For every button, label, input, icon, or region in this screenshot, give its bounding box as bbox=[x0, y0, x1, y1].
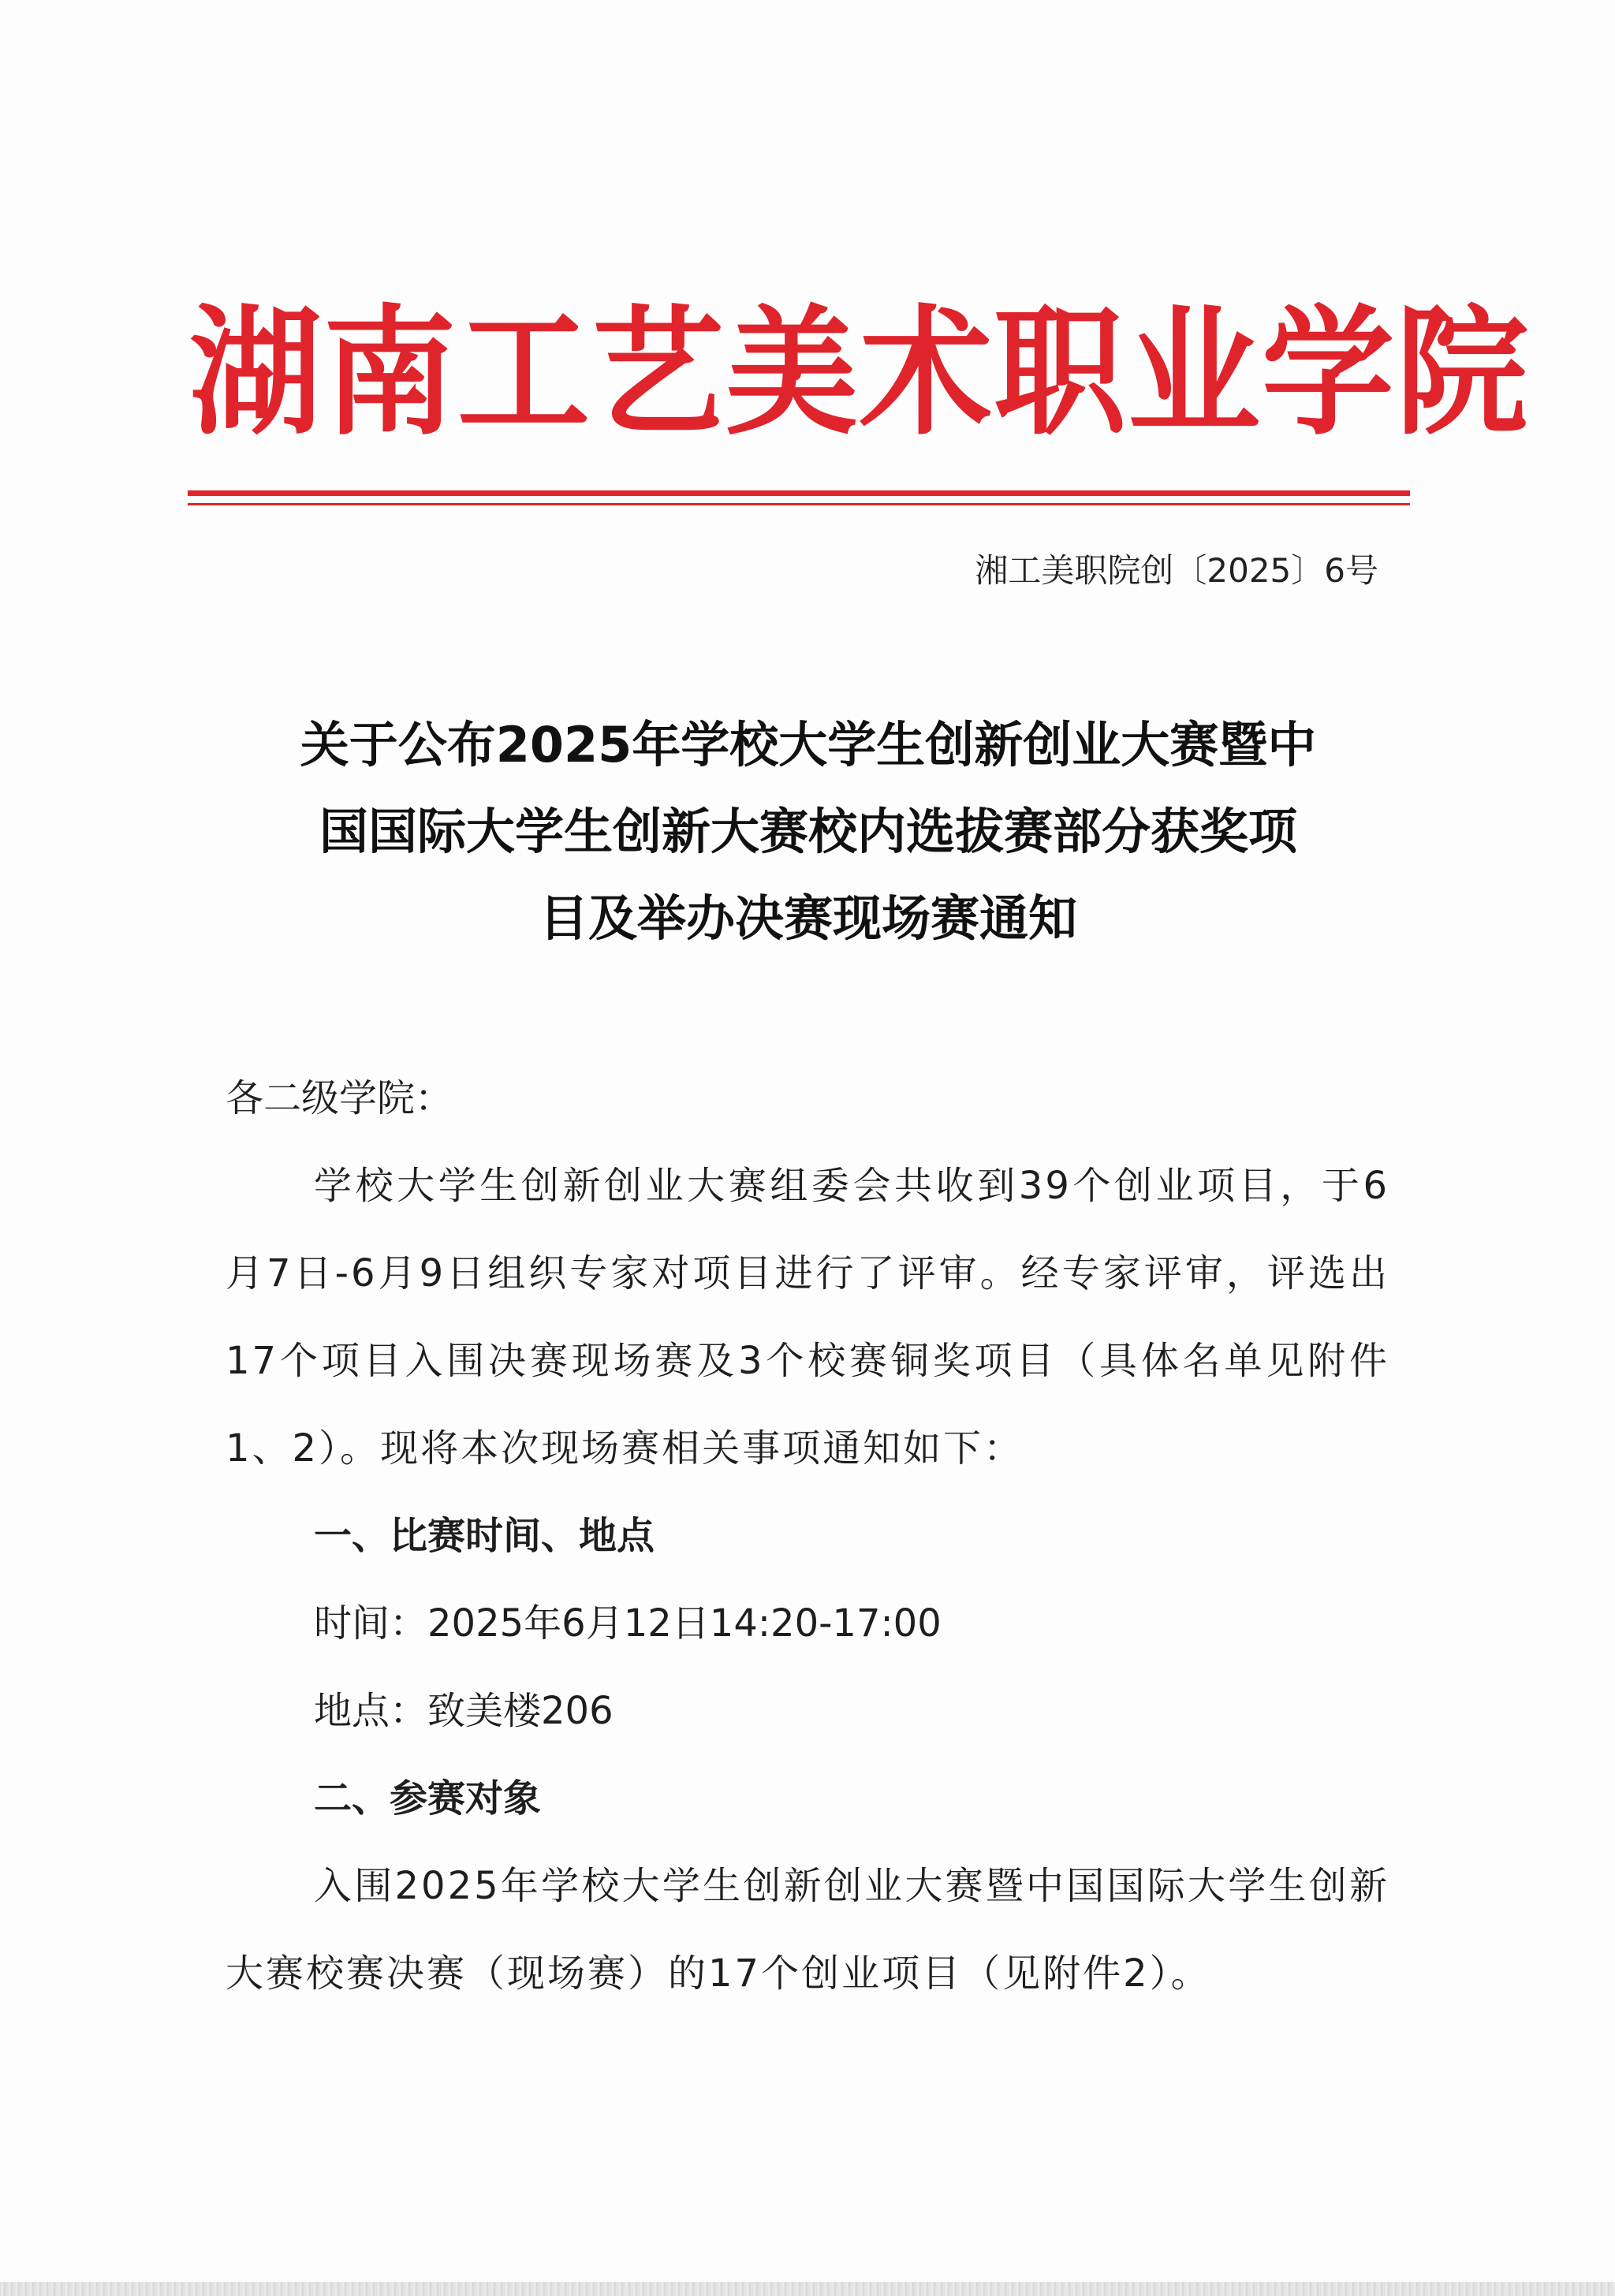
section-heading-participants: 二、参赛对象 bbox=[314, 1776, 542, 1821]
participants-paragraph: 入围2025年学校大学生创新创业大赛暨中国国际大学生创新大赛校赛决赛（现场赛）的17个创业项目（见附件2）。 bbox=[226, 1864, 1389, 1996]
document-number: 湘工美职院创〔2025〕6号 bbox=[975, 551, 1378, 590]
title-line: 国国际大学生创新大赛校内选拔赛部分获奖项 bbox=[319, 803, 1297, 860]
institution-masthead: 湖南工艺美术职业学院 bbox=[189, 290, 1530, 454]
masthead-red-rule-thin bbox=[188, 503, 1410, 505]
competition-time: 时间：2025年6月12日14:20-17:00 bbox=[314, 1601, 942, 1646]
intro-paragraph: 学校大学生创新创业大赛组委会共收到39个创业项目，于6月7日-6月9日组织专家对项目进行了评审。经专家评审，评选出17个项目入围决赛现场赛及3个校赛铜奖项目（具体名单见附件1、2）。现将本次现场赛相关事项通知如下： bbox=[226, 1164, 1389, 1470]
document-body bbox=[226, 1055, 1389, 2018]
masthead-red-rule bbox=[188, 490, 1410, 496]
section-heading-time-place: 一、比赛时间、地点 bbox=[314, 1514, 655, 1558]
title-line: 关于公布2025年学校大学生创新创业大赛暨中 bbox=[300, 716, 1317, 773]
document-title bbox=[221, 702, 1396, 962]
competition-place: 地点：致美楼206 bbox=[314, 1689, 614, 1733]
title-line: 目及举办决赛现场赛通知 bbox=[539, 889, 1077, 947]
scan-edge-artifact bbox=[0, 2282, 1615, 2296]
salutation: 各二级学院： bbox=[226, 1076, 453, 1120]
